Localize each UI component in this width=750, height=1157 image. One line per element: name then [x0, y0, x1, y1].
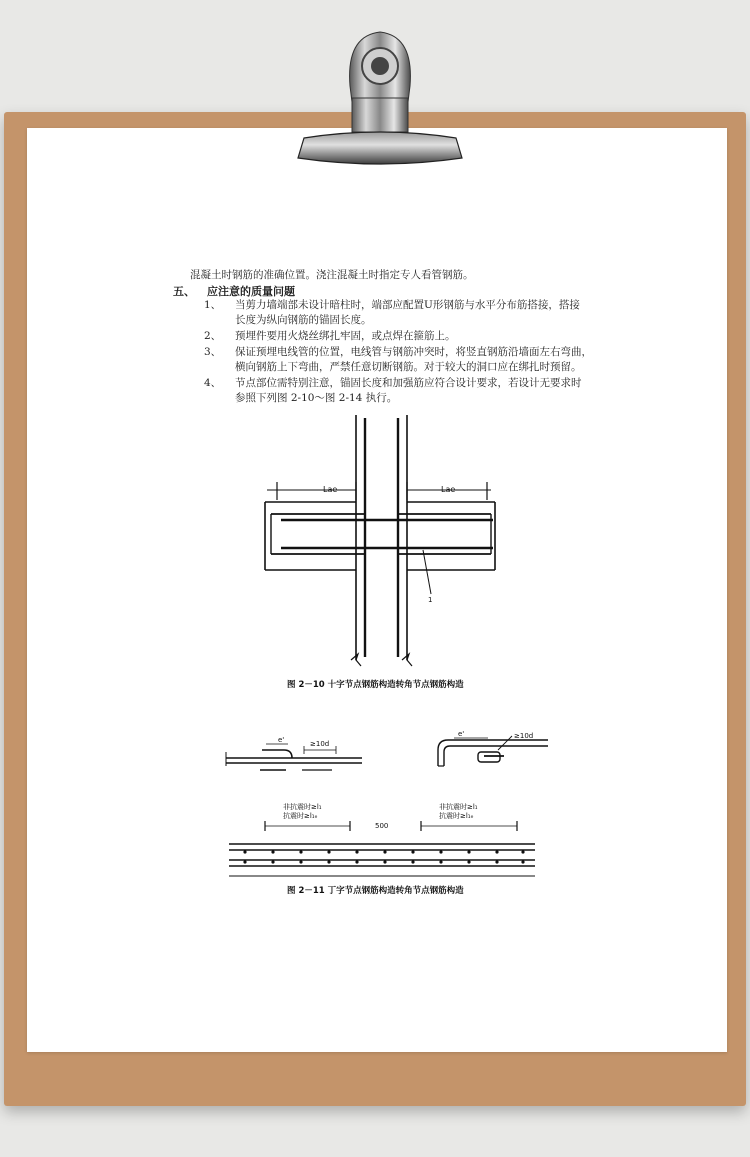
item-1-line-1: 当剪力墙端部未设计暗柱时，端部应配置U形钢筋与水平分布筋搭接，搭接: [235, 299, 580, 311]
figure-caption-2-11: 图 2－11 丁字节点钢筋构造转角节点钢筋构造: [287, 886, 464, 896]
item-number: 4、: [204, 377, 222, 389]
figure-cross-joint: [255, 410, 515, 670]
leader-label: 1: [428, 596, 433, 604]
section-title: 应注意的质量问题: [207, 285, 295, 298]
intro-line: 混凝土时钢筋的准确位置。浇注混凝土时指定专人看管钢筋。: [190, 269, 474, 281]
lap-left-line-2: 抗震时≥l₁ₑ: [283, 812, 318, 820]
item-4-line-1: 节点部位需特别注意，锚固长度和加强筋应符合设计要求，若设计无要求时: [235, 377, 582, 389]
item-4-line-2: 参照下列图 2-10～图 2-14 执行。: [235, 392, 398, 404]
hook-right-e-label: e': [458, 730, 465, 738]
item-3-line-1: 保证预埋电线管的位置，电线管与钢筋冲突时，将竖直钢筋沿墙面左右弯曲，: [235, 346, 592, 358]
item-number: 2、: [204, 330, 222, 342]
lap-right-line-2: 抗震时≥l₁ₑ: [439, 812, 474, 820]
hook-left-length-label: ≥10d: [310, 740, 330, 748]
dimension-label-right: Lae: [441, 485, 456, 494]
figure-lap-splice: [225, 800, 540, 880]
dimension-label-left: Lae: [323, 485, 338, 494]
item-2-line-1: 预埋件要用火烧丝绑扎牢固，或点焊在箍筋上。: [235, 330, 456, 342]
binder-clip-icon: [296, 26, 464, 172]
item-3-line-2: 横向钢筋上下弯曲，严禁任意切断钢筋。对于较大的洞口应在绑扎时预留。: [235, 361, 582, 373]
item-1-line-2: 长度为纵向钢筋的锚固长度。: [235, 314, 372, 326]
item-number: 1、: [204, 299, 222, 311]
lap-right-line-1: 非抗震时≥l₁: [439, 803, 478, 811]
hook-left-e-label: e': [278, 736, 285, 744]
spacing-label: 500: [375, 822, 389, 830]
section-number: 五、: [173, 285, 195, 298]
figure-caption-2-10: 图 2－10 十字节点钢筋构造转角节点钢筋构造: [287, 680, 464, 690]
lap-left-line-1: 非抗震时≥l₁: [283, 803, 322, 811]
hook-right-length-label: ≥10d: [514, 732, 534, 740]
figure-hook-details: [222, 728, 552, 774]
item-number: 3、: [204, 346, 222, 358]
